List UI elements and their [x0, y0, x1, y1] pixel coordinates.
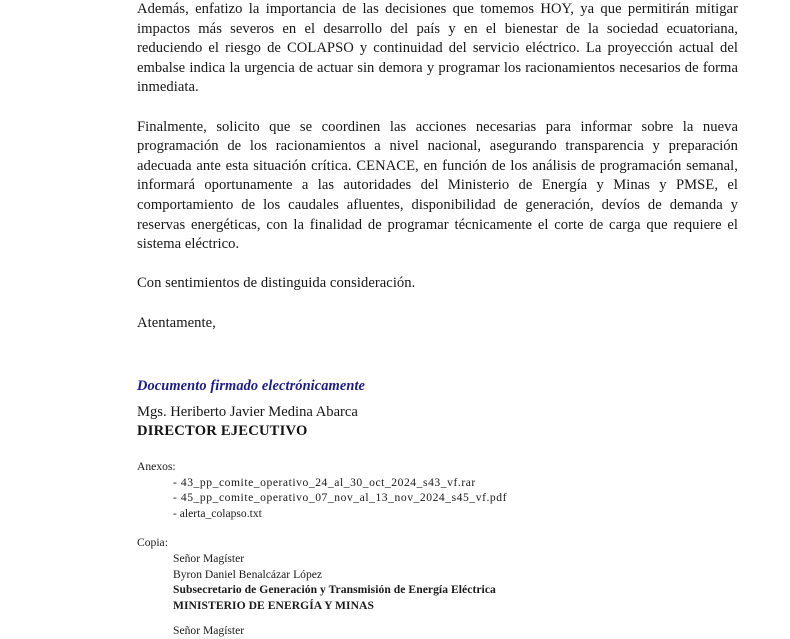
paragraph-additional-emphasis: Además, enfatizo la importancia de las decisiones que tomemos HOY, ya que permitirán mitigar impactos más severos en el desarrollo del país y en el bienestar de la sociedad ecuatoriana, reduciendo el riesgo de COLAPSO y continuidad del servicio eléctrico. La proyección actual del embalse indica la urgencia de actuar sin demora y programar los racionamientos necesarios de forma inmediata.	[137, 1, 738, 96]
anexos-heading: Anexos:	[137, 460, 176, 474]
sign-off-line: Atentamente,	[137, 314, 216, 331]
signatory-role: DIRECTOR EJECUTIVO	[137, 423, 308, 440]
copia-recipient-2	[137, 623, 738, 639]
paragraph-gap	[137, 294, 738, 314]
closing-sentiments-line: Con sentimientos de distinguida consideración.	[137, 275, 416, 292]
copia-recipient-1	[137, 551, 738, 613]
copia-salutation: Señor Magíster	[173, 624, 245, 638]
signature-inner-gap	[137, 395, 738, 403]
anexos-list	[137, 475, 738, 522]
document-text-column	[137, 0, 738, 639]
paragraph-final-request: Finalmente, solicito que se coordinen las acciones necesarias para informar sobre la nueva programación de los racionamientos a nivel nacional, asegurando transparencia y preparación adecuada ante esta situación crítica. CENACE, en función de los análisis de programación semanal, informará oportunamente a las autoridades del Ministerio de Energía y Minas y PMSE, el comportamiento de los caudales afluentes, disponibilidad de generación, devíos de demanda y reservas energéticas, con la finalidad de programar técnicamente el corte de carga que requiere el sistema eléctrico.	[137, 118, 738, 253]
copia-name: Byron Daniel Benalcázar López	[173, 567, 323, 581]
copia-gap	[137, 521, 738, 535]
signature-gap	[137, 333, 738, 377]
electronic-signature-mark: Documento firmado electrónicamente	[137, 378, 366, 395]
copia-role: Subsecretario de Generación y Transmisión de Energía Eléctrica	[173, 583, 496, 597]
paragraph-gap	[137, 255, 738, 275]
copia-recipient-gap	[137, 613, 738, 623]
anexos-list-item: - 43_pp_comite_operativo_24_al_30_oct_2024_s43_vf.rar	[173, 475, 476, 489]
copia-institution: MINISTERIO DE ENERGÍA Y MINAS	[173, 598, 374, 612]
copia-heading: Copia:	[137, 536, 168, 550]
signatory-name: Mgs. Heriberto Javier Medina Abarca	[137, 404, 358, 421]
paragraph-gap	[137, 98, 738, 118]
copia-salutation: Señor Magíster	[173, 552, 245, 566]
anexos-list-item: - 45_pp_comite_operativo_07_nov_al_13_nov_2024_s45_vf.pdf	[173, 491, 508, 505]
anexos-gap	[137, 441, 738, 459]
anexos-list-item: - alerta_colapso.txt	[173, 506, 262, 520]
